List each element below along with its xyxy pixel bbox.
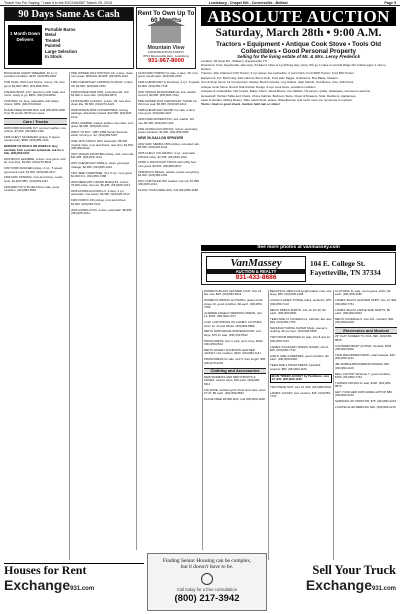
list-item: MEN'S COVERALLS, size 2XL, Carhartt, $30. (931)359-6018 xyxy=(335,316,395,325)
section-header-cars: Cars / Trucks xyxy=(4,118,67,125)
list-item: 2004 MERCURY GRAND MARQUIS, 4-door, 79,000 miles, nice car, $5,495. (931)625-1014 xyxy=(71,179,130,188)
auction-paragraph: Lawn & Garden: Riding Mower, Tiller, Hand Tools, Hoses, Wheelbarrow, and much more too numerous to mention. xyxy=(201,98,353,103)
section-header-electronics: Electronics and Musical xyxy=(335,327,397,334)
list-item: 29" FLAT SCREEN TV, RCA, $30. (931)993-8819 xyxy=(335,334,393,342)
auction-paragraph: Antique Cook Stove: Round Oak Kitchen Range, 6-eye cook stove, excellent condition. xyxy=(201,84,317,89)
list-item: BUCHANAN CHEST FREEZER, 20 cu. ft., excellent condition, $150. (931)359-6602 xyxy=(4,72,59,79)
list-item: DELL LAPTOP, Windows 7, good condition, $150. (931)993-7742 xyxy=(335,371,391,379)
list-item: 1990 RED TOYOTA CELICA for sale, good condition. (931)993-5562 xyxy=(4,184,59,193)
list-item: 1997 FORD RANGER pickup, 4 cyl., 5 speed, good work truck, $1,500. (931)993-3317 xyxy=(4,166,63,174)
address-line: 104 E. College St. xyxy=(310,259,366,268)
list-item: CONTEMPORARY GUITAR, Yamaha, $150. (931)993-5502 xyxy=(335,343,393,352)
auction-paragraph: Location: 84 Kane Rd., Mulberry (Fayetteville) TN xyxy=(201,58,267,63)
list-item: FORD F-250 PICKUP TRUCK with utility bed, runs good, $2,500. (931)993-8117 xyxy=(138,160,197,168)
list-item: KID ZONE, Carhartt girl's shirts and coats, sizes 2T-4T, $5 each. (931)359-8832 xyxy=(204,387,266,395)
list-item: 1997 JEEP CHEROKEE, 4x4, 6 cyl., runs good, $2,000 firm. (931)359-7188 xyxy=(71,170,133,178)
auction-paragraph: Household: Kitchen Table and Chairs, China Cabinet, Bedroom Suite, Chest of Drawers, Sofa, Recliners, Appliances. xyxy=(201,93,357,98)
ad-houses-title: Houses for Rent xyxy=(4,563,87,577)
list-item: 2001 NISSAN PATHFINDER LE, 4x4, leather, sunroof, $3,995. (931)625-1014 xyxy=(138,89,197,97)
list-item: 1984 FORD F-150 pickup, runs and drives, $1,500. (931)993-7011 xyxy=(71,198,127,206)
list-item: BEAUTIFUL MEN'S full-length leather coat, size large, $50. (931)993-1108 xyxy=(270,290,332,297)
list-item: 1978 MALIBU CLASSIC, 2-door, V8, new tires, clean title, $3,500. (931)270-4422 xyxy=(71,98,132,107)
list-item: TEEN SIZE 4 PROM DRESS, beautiful, sequins, $80. (931)993-1106 xyxy=(270,363,321,371)
list-item: TEEN SIZE 14 COVERALLS, Carhartt, like new, $25. (931)359-7760 xyxy=(270,316,332,325)
list-item: 2006 LUCERNE, loaded, leather, low miles, runs great, $4,995. (931)625-1014 xyxy=(71,120,134,129)
ad-sell-your-truck xyxy=(270,563,396,611)
list-item: WANT TO BUY: 1987-1989 Suzuki Samurai, either running or not. (931)993-5187 xyxy=(71,130,128,138)
list-item: TOW BAR, for Jeep, adjustable with safety chains, $150. (931)703-6622 xyxy=(4,98,59,107)
list-item: 2007 NISSAN FRONTIER pickup, 4x4, crew cab, $11,995. (931)625-1014 xyxy=(71,151,134,160)
list-item: PRE-OWNED 2003 CHEVROLET TAHOE LS, third row seat, $6,995. (931)625-1014 xyxy=(138,98,198,107)
list-item: 1998 BUICK REGAL, leather, power everything, $2,500. (931)359-1154 xyxy=(138,169,200,178)
ad-brand: Mountain View xyxy=(147,45,185,51)
exchange-domain: 931.com xyxy=(70,586,95,592)
list-item: 2005 CHEVY COLORADO, 4 cyl., automatic, 108,000 miles, $7,495. (931)625-1014 xyxy=(138,151,196,159)
ad-rent-title: Rent To Own Up To xyxy=(137,10,195,17)
list-item: PLACE FREE WORD ADS, Call (931)359-1188. Over 50 words, $5.00 per week. xyxy=(4,108,66,116)
company-address xyxy=(310,259,381,277)
company-sub: AUCTION & REALTY xyxy=(207,269,305,274)
list-item: TWO PIECE SUIT, size 16, $40. (931)993-6544 xyxy=(270,385,332,389)
auction-headline: Tractors • Equipment • Antique Cook Stove • Tools Old Collectibles • Good Personal Property xyxy=(215,41,382,55)
exchange-domain: 931.com xyxy=(371,586,396,592)
list-item: WOMEN'S SPRING CLOTHING, jacket small, shape 10, good condition, $2 each. (931)359-7452 xyxy=(204,298,264,309)
company-phone: 931-433-8686 xyxy=(235,274,277,281)
ad-90-days xyxy=(4,7,134,69)
list-item: PROM DRESS, size 4, pink, worn once, $100. (931)359-6612 xyxy=(204,338,264,347)
list-item: 1999 GMC SONOMA, runs and drives, needs work, $1,200 OBO. (931)993-2117 xyxy=(4,175,63,183)
list-item: NEW WOMEN'S AND MEN'S BOOTS & SHOES, various sizes, $15 each. (931)993-8114 xyxy=(204,374,261,386)
section-header-clothing: Clothing and Accessories xyxy=(204,368,266,375)
list-item: LOW, LOW PRICES ON LADIES' CLOTHES, sizes 12, 14 and Winter. (931)993-8806 xyxy=(204,320,263,328)
classified-column-1 xyxy=(4,72,67,560)
list-item: LADIES' DUCKSKIN TENNIS SHOES, size 9, $25. (931)993-7730 xyxy=(270,344,329,353)
list-item: Treated xyxy=(45,37,61,43)
classified-column-4 xyxy=(204,290,266,550)
ad-vanmassey xyxy=(201,252,396,285)
vanmassey-logo xyxy=(206,256,306,282)
classified-column-6 xyxy=(335,290,397,560)
auction-subhead: Selling for the living estate of Mr. & Mrs. Leroy Frederick xyxy=(236,54,361,59)
list-item: LADIES' BLACK LARGE SIZE SKIRTS, $5 each. (931)993-6622 xyxy=(335,307,390,315)
list-item: TWO PROM DRESSES for sale, size 8 and 12. (931)359-7212 xyxy=(270,335,331,343)
list-item: ALTERED ANGELO WEDDING DRESS, size 14, $150. (931)993-7217 xyxy=(204,310,263,319)
list-item: 2005 HONDA ACCORD LX, 4-door, 4 cyl., automatic, one owner, $6,495. (931)625-1014 xyxy=(71,189,130,197)
list-item: 2008 NISSAN 350Z CONVERTIBLE, touring package, absolutely loaded, $12,995. (931)625-1014 xyxy=(71,108,133,119)
header-left: Thank You For Saying, "I saw it in the EXCHANGE" March 25, 2015 xyxy=(4,1,113,5)
address-line: Fayetteville, TN 37334 xyxy=(310,268,381,277)
page-number: Page 5 xyxy=(384,1,396,5)
auction-paragraph: Tractors: Allis Chalmers D15 Tractor, 6 cyl. diesel, live hydraulics, 2 point hitch; Ford 3000 Tractor; Ford 800 Tractor. xyxy=(201,71,355,76)
list-item: GIRLS' SIZE 4 DRESSES, good condition, $2 each. (931)359-5008 xyxy=(270,353,329,362)
list-item: MEN'S DRESS SHIRTS, size 16 1/2-33, $3 each. (931)993-8811 xyxy=(270,307,326,315)
exchange-logo xyxy=(270,577,396,593)
ad-address: 8701 Mooresville Hwy., Lewisburg xyxy=(143,53,189,58)
list-item: 1979 FORD TORINO for sale, 2-door, V8, runs good, needs paint. (931)993-2230 xyxy=(138,72,198,79)
list-item: LADIES' JACKET, size medium, $15. (931)359-7702 xyxy=(270,390,331,399)
ad-senior-line1: Finding Senior Housing can be complex, xyxy=(162,558,252,564)
list-item: CLOTHING for sale, men's jeans, shirts, $2 each. (931)359-4180 xyxy=(335,290,391,297)
auction-date: Saturday, March 28th • 9:00 A.M. xyxy=(215,27,382,39)
list-item: Painted xyxy=(45,43,61,49)
list-item: PLACE YOUR FREE ADS, Call (931)359-1188. xyxy=(138,188,199,193)
list-item: 1991 HONDA ACCORD EX, 4-door, automatic, power windows, $1,500. (931)359-6640 xyxy=(138,126,199,135)
list-item: THOMAS ORGAN for sale, $100. (931)359-8870 xyxy=(335,380,392,389)
page-header xyxy=(0,0,400,6)
list-item: WOMEN'S BLACK LEATHER COAT, size 16, like new, $40. (931)993-6014 xyxy=(204,290,262,297)
exchange-brand: Exchange xyxy=(305,577,372,593)
ad-brand-sub: CONSTRUCTION SUPPLY xyxy=(147,50,185,54)
list-item: 2003 BUICK LESABRE, 4-door, runs good, cold air, new tires, $3,250. (931)270-6644 xyxy=(4,156,66,165)
ad-senior-line2: but it doesn't have to be. xyxy=(180,564,234,571)
ad-sell-title: Sell Your Truck xyxy=(312,563,396,577)
list-item: Portable Barns xyxy=(45,27,76,32)
list-item: PROM DRESS for sale, size 5, floor length, $50. (931)270-2233 xyxy=(204,357,266,365)
list-item: Large Selection xyxy=(45,48,77,54)
list-item: 1998 DODGE RAM 1500, extended cab, 4x4, $4,000 or best offer. (931)993-8870 xyxy=(71,89,130,97)
list-item: BEWARE OF DEALS ON WHEELS: Buy carefully from a private individual, ask for a title. (931)359-5211 xyxy=(4,144,64,155)
featured-ad: NEW 30-GALLON SPRAYER xyxy=(138,135,184,140)
list-item: MANUFACTURING SUPER SALE, women's clothing, $2 per item. (931)993-5508 xyxy=(270,326,328,334)
list-item: FISHING BOAT, 14 ft. aluminum with trailer and motor, ready to go, $950. (931)703-8812 xyxy=(4,89,65,97)
list-item: COACH LADIES' PURSE, black, authentic, $75. (931)359-7122 xyxy=(270,298,332,306)
barn-icon xyxy=(151,26,181,43)
ad-senior-phone: (800) 217-3942 xyxy=(174,592,240,604)
ad-senior-small: Call today for a free consultation xyxy=(176,586,238,592)
list-item: PRE-OWNED 2012 PONTIAC G6, 4-door, clean, runs great. SPECIAL $6,995. (931)625-1014 xyxy=(71,72,134,79)
exchange-logo xyxy=(4,577,144,593)
list-item: ONE 1976 CARGO VAN, automatic, 89,000 original miles, runs and drives, new tires, $1,500. (931)993-5112 xyxy=(71,139,134,150)
list-item: 2006 HONDA CIVIC, 4-door, automatic, $5,995. (931)625-1014 xyxy=(71,207,133,215)
classified-column-3 xyxy=(138,72,200,550)
list-item: GET YOUR HER OWN DARE LAPTOP, $80. (931)993-2216 xyxy=(335,390,393,398)
auction-terms: Terms: Cash or good check. Auction held rain or shine! xyxy=(201,102,280,107)
auction-photos-banner[interactable]: See more photos at vanmassey.com xyxy=(201,245,396,251)
ad-month-down-box: 1 Month Down Delivers xyxy=(8,25,42,65)
ad-houses-for-rent xyxy=(4,563,144,611)
senior-logo-icon xyxy=(201,573,213,585)
list-item: MEN'S HARLEY DAVIDSON LEATHER JACKET, size medium, $100. (931)993-1141 xyxy=(204,348,261,356)
auction-title: ABSOLUTE AUCTION xyxy=(201,7,396,26)
company-name: VanMassey xyxy=(230,257,282,269)
ad-trailer-list xyxy=(45,27,77,59)
list-item: 2007 CHEVROLET IMPALA, clean, good gas mileage, $6,995. (931)625-1014 xyxy=(71,161,130,169)
list-item: 1995 CHEVY SILVERADO pickup, 5 speed, needs motor, $800. (931)359-7104 xyxy=(4,135,61,143)
list-item: 1996 CHEVROLET S-10 pickup, 4 cyl., 5 speed, $1,800. (931)359-7728 xyxy=(138,80,200,88)
list-item: 2002 GMC SIERRA 1500 pickup, extended cab, $5,995. (931)625-1014 xyxy=(138,141,200,150)
list-item: JBL MOBILE BROADBAND MODEM, $20. (931)993-1146 xyxy=(335,362,390,370)
list-item: 1984 CHEVROLET CAPRICE CLASSIC, 4-door, V8, $2,500. (931)993-1552 xyxy=(71,80,134,88)
header-center: Lewisburg - Chapel Hill - Cornersville - Belfast xyxy=(208,1,288,5)
list-item: LADIES' BLACK LEATHER SKIRT, size 10, $20. (931)993-7761 xyxy=(335,298,397,306)
list-item: FOR SALE: 2002 Ford Taurus, 4-door, V6, runs good, $2,500 OBO. (931)993-5101 xyxy=(4,80,65,88)
ad-rent-to-own xyxy=(136,7,196,69)
ad-phone: 931-967-8000 xyxy=(147,58,185,64)
list-item: SAMSUNG 32" MONITOR, $75. (931)993-2219 xyxy=(335,399,397,404)
list-item: TAPE RECORDER RADIO, dual cassette, $15. (931)359-1134 xyxy=(335,353,396,361)
auction-paragraph: Tool & Shop Items: Air Compressor, Welder, Bench Grinder, Log Chains, Jack Stands, Tool Boxes, Vice, Drill Press. xyxy=(201,80,355,85)
auction-paragraph: Directions: From Fayetteville, take Hwy. 64 East 2 miles to Lynchburg Hwy. (Hwy. 50) go 3 miles to Central Ridge Rd. Follow signs 1 mile to auction. xyxy=(201,63,386,71)
classified-column-2 xyxy=(71,72,134,550)
exchange-brand: Exchange xyxy=(4,577,71,593)
auction-paragraph: Antiques & Collectibles: Old Crocks, Butter Churn, Wood Boxes, Iron Skillets, Oil Lamps, Quilts, Glassware, Kerosene Lanterns. xyxy=(201,89,371,94)
list-item: 2000 FORD EXPEDITION, 4x4, leather, 3rd row, $4,495. (931)625-1014 xyxy=(138,117,195,125)
list-item: Metal xyxy=(45,32,56,38)
list-item: 2008 FORD ESCAPE XLT, sunroof, leather, nice vehicle, $7,500. (931)993-1442 xyxy=(4,125,66,134)
auction-paragraph: Equipment: 6 ft. Bush Hog, Disc Harrow, Boom Pole, Post Hole Digger, Cultivators, Box Blade, Mowers. xyxy=(201,75,339,80)
list-item: MEN'S NORTHFACE WINTERJACKET, size large, $75 for sale. (931)703-5512 xyxy=(204,329,262,337)
list-item: 1988 CHEVROLET MALIBU for sale, 4-door, runs good. (931)993-4107 xyxy=(138,108,196,116)
list-item: 2007 CHRYSLER 300, loaded, nice car, $7,995. (931)625-1014 xyxy=(138,179,200,187)
ad-90-days-title: 90 Days Same As Cash xyxy=(5,8,133,21)
list-item: PLACE FREE WORD ADS, Call (931)359-1188. xyxy=(204,396,266,401)
list-item: LOGITECH HD WEBCAM, $20. (931)993-2219 xyxy=(335,405,396,410)
featured-ad: BLUE TWEED JACKET by Pendleton, size 12, $40. (931)993-1138 xyxy=(270,374,332,384)
auction-body xyxy=(201,41,396,244)
classified-column-5 xyxy=(270,290,332,560)
list-item: In Stock xyxy=(45,54,62,60)
ad-senior-housing xyxy=(147,553,267,611)
